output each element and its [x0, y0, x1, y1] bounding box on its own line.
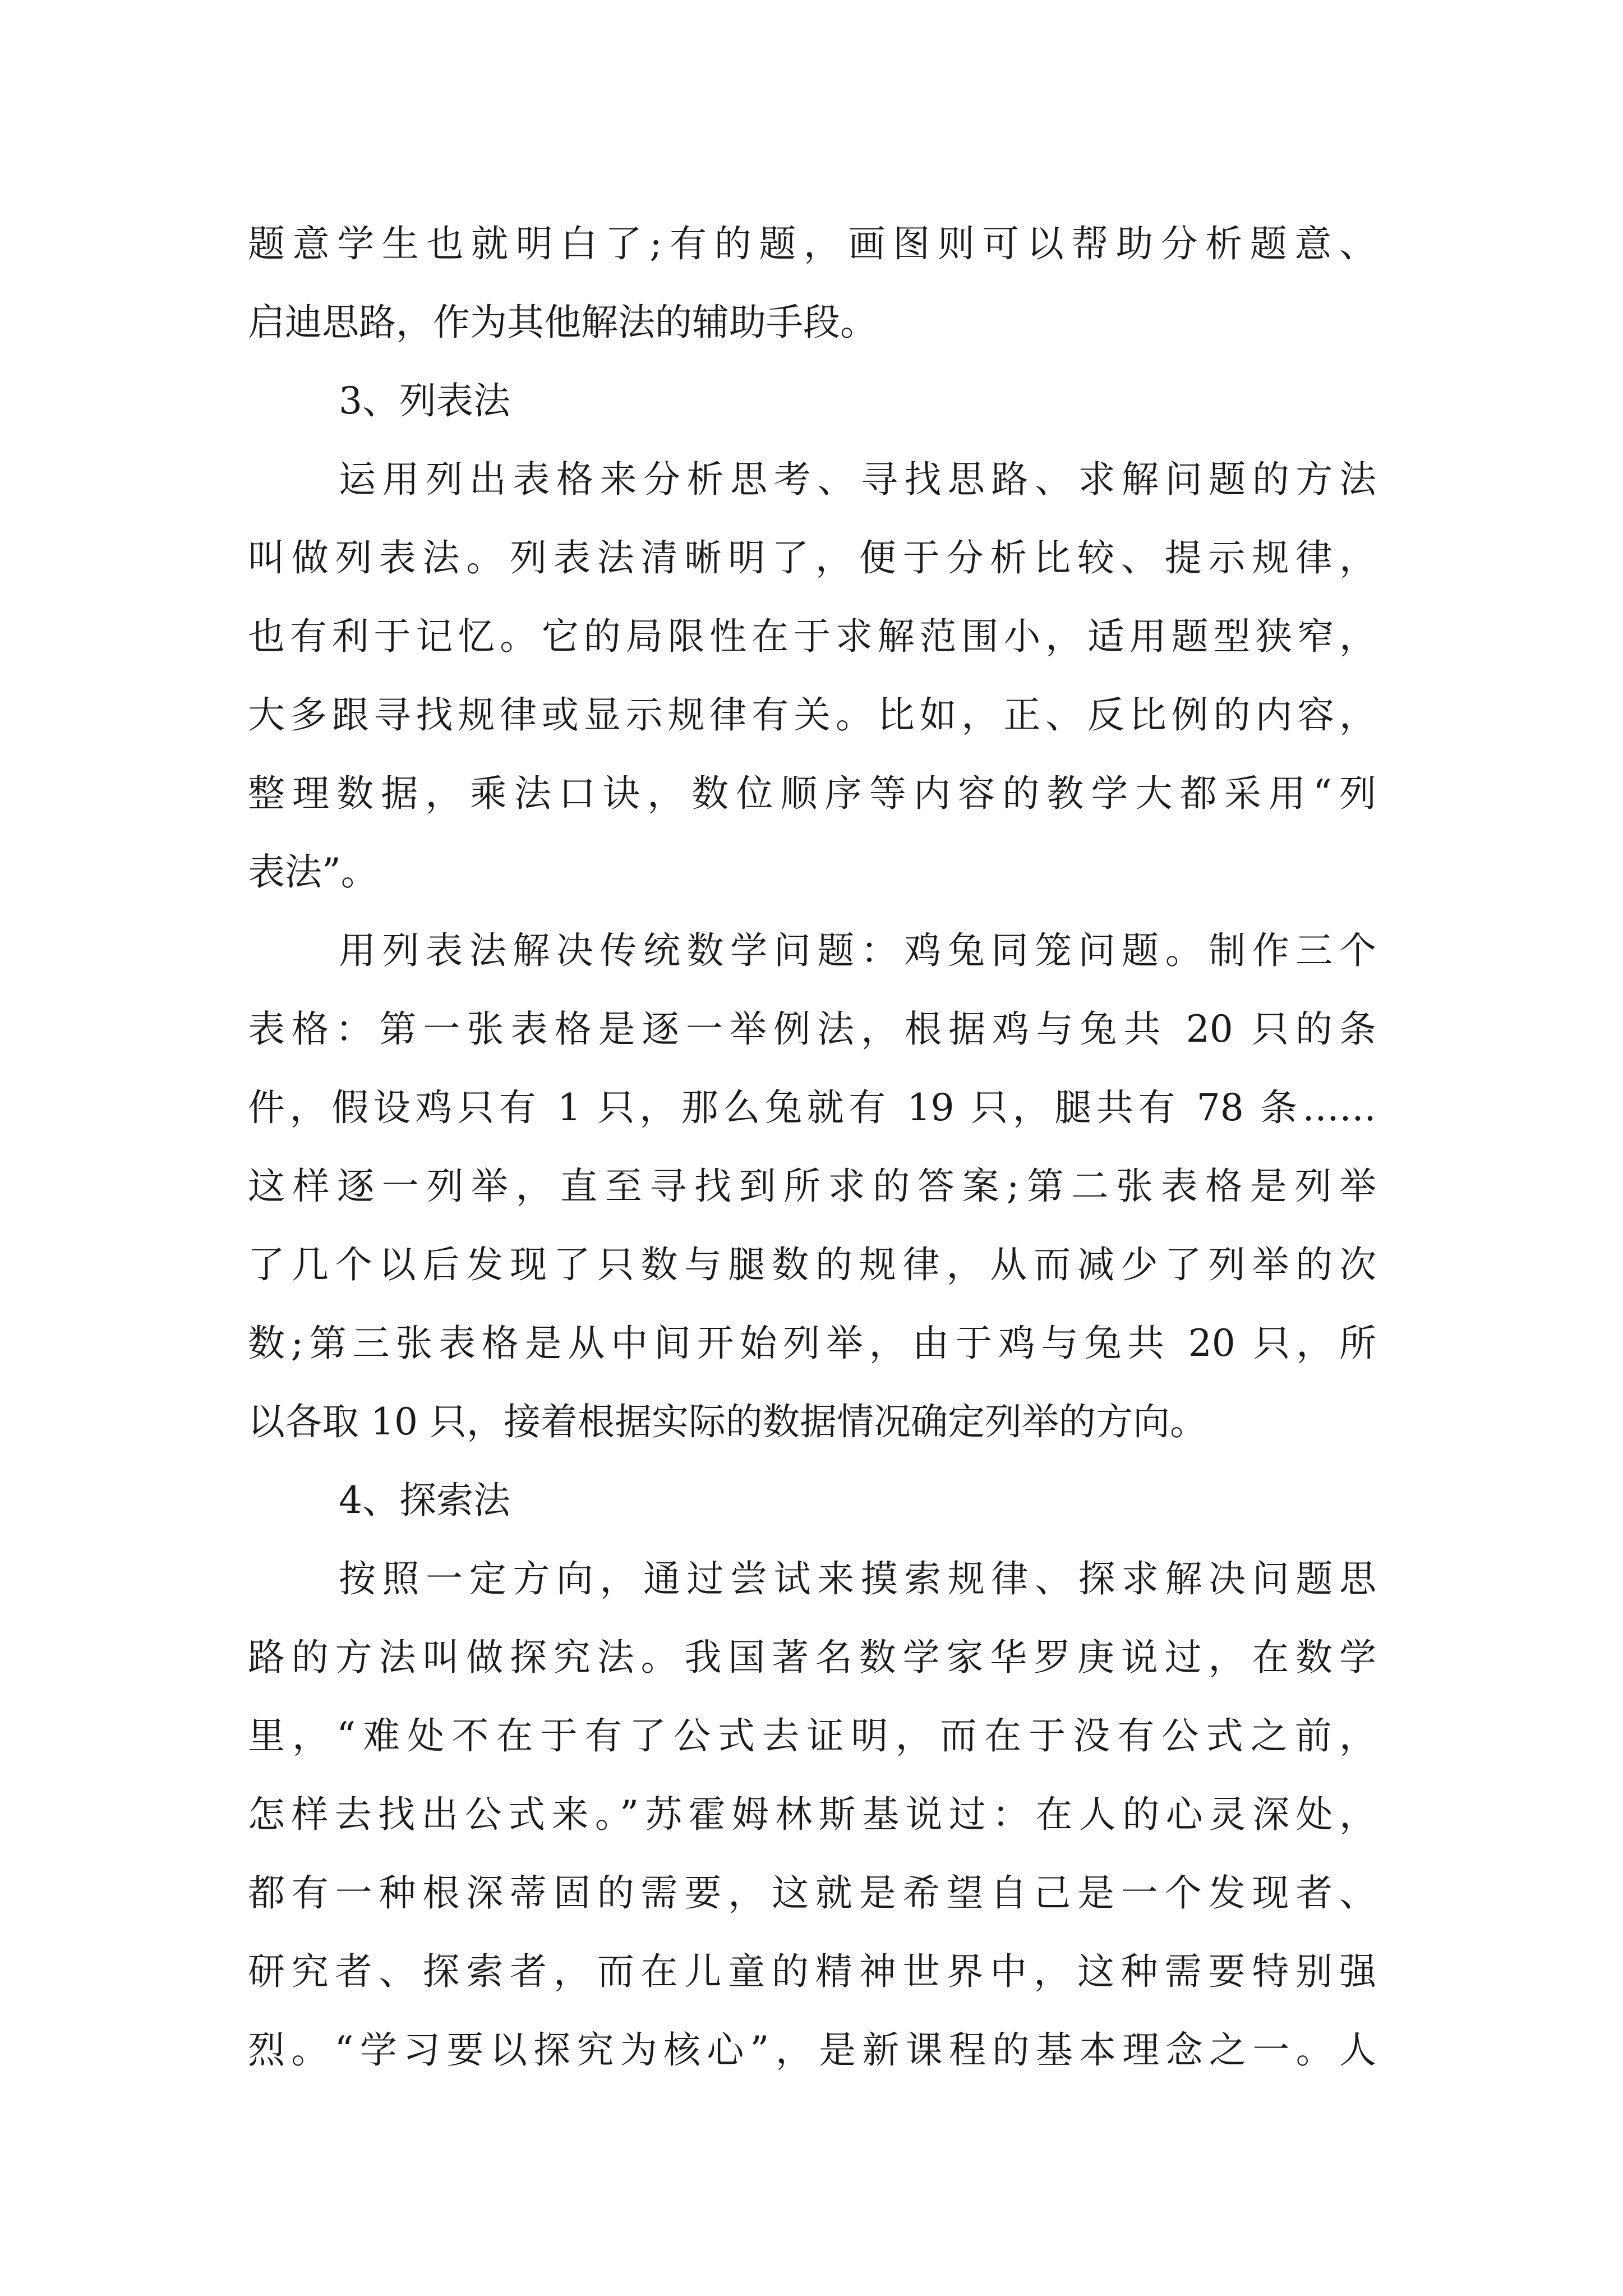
text-line: 数;第三张表格是从中间开始列举，由于鸡与兔共 20 只，所: [248, 1322, 1376, 1365]
text-line: 研究者、探索者，而在儿童的精神世界中，这种需要特别强: [248, 1950, 1376, 1993]
section-heading: 4、探索法: [339, 1479, 510, 1522]
text-line: 用列表法解决传统数学问题：鸡兔同笼问题。制作三个: [339, 929, 1376, 972]
text-line: 件，假设鸡只有 1 只，那么兔就有 19 只，腿共有 78 条……: [248, 1086, 1376, 1129]
text-line: 表格：第一张表格是逐一举例法，根据鸡与兔共 20 只的条: [248, 1007, 1376, 1051]
text-line: 怎样去找出公式来。”苏霍姆林斯基说过：在人的心灵深处，: [248, 1793, 1376, 1836]
text-line: 这样逐一列举，直至寻找到所求的答案;第二张表格是列举: [248, 1165, 1376, 1208]
text-line: 大多跟寻找规律或显示规律有关。比如，正、反比例的内容，: [248, 693, 1376, 737]
text-line: 整理数据，乘法口诀，数位顺序等内容的教学大都采用“列: [248, 772, 1376, 815]
text-line: 都有一种根深蒂固的需要，这就是希望自己是一个发现者、: [248, 1871, 1376, 1915]
text-line: 表法”。: [248, 850, 378, 894]
text-line: 题意学生也就明白了;有的题，画图则可以帮助分析题意、: [248, 222, 1376, 265]
text-line: 叫做列表法。列表法清晰明了，便于分析比较、提示规律，: [248, 536, 1376, 579]
text-line: 烈。“学习要以探究为核心”，是新课程的基本理念之一。人: [248, 2028, 1376, 2072]
text-line: 按照一定方向，通过尝试来摸索规律、探求解决问题思: [339, 1557, 1376, 1600]
section-heading: 3、列表法: [339, 379, 510, 422]
text-line: 启迪思路，作为其他解法的辅助手段。: [248, 301, 877, 344]
text-line: 里，“难处不在于有了公式去证明，而在于没有公式之前，: [248, 1714, 1376, 1757]
text-line: 以各取 10 只，接着根据实际的数据情况确定列举的方向。: [248, 1400, 1207, 1443]
text-line: 了几个以后发现了只数与腿数的规律，从而减少了列举的次: [248, 1243, 1376, 1286]
text-line: 路的方法叫做探究法。我国著名数学家华罗庚说过，在数学: [248, 1636, 1376, 1679]
text-line: 也有利于记忆。它的局限性在于求解范围小，适用题型狭窄，: [248, 615, 1376, 658]
text-line: 运用列出表格来分析思考、寻找思路、求解问题的方法: [339, 458, 1376, 501]
